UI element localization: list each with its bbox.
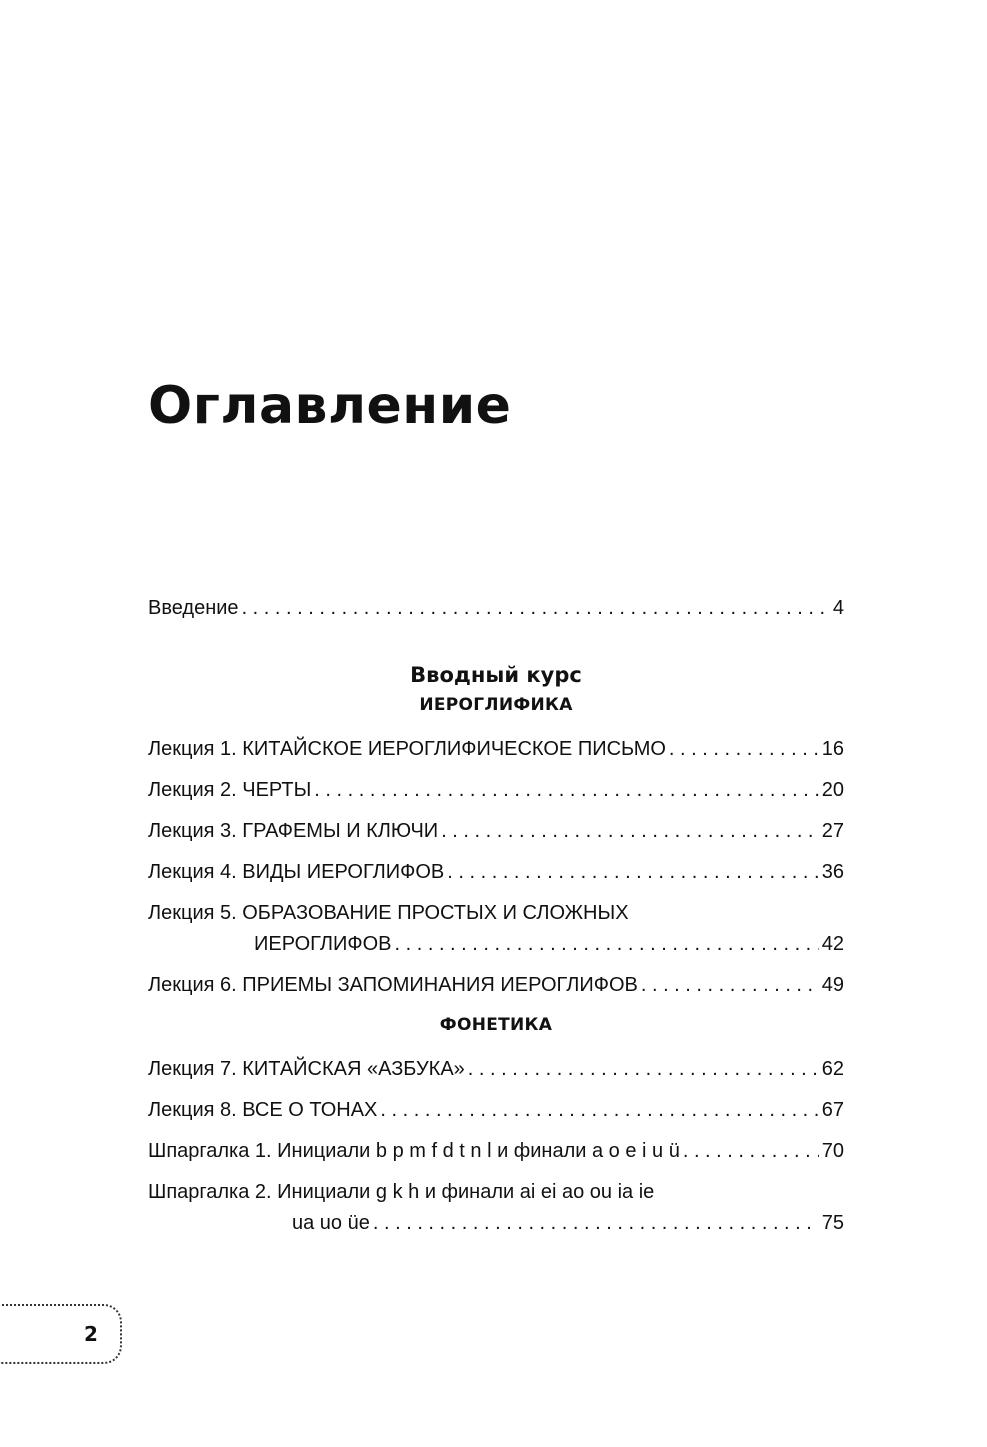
course-title: Вводный курс <box>410 663 582 687</box>
dot-leader <box>468 1057 819 1081</box>
toc-entry-title: Лекция 6. ПРИЕМЫ ЗАПОМИНАНИЯ ИЕРОГЛИФОВ <box>148 974 638 996</box>
toc-entry-title-continuation: ИЕРОГЛИФОВ <box>254 933 392 955</box>
toc-entry-page: 75 <box>821 1212 844 1234</box>
page-number-tab <box>0 1304 122 1364</box>
toc-entry-page: 49 <box>821 974 844 996</box>
toc-entry-page: 67 <box>821 1099 844 1121</box>
toc-entry-title: Лекция 5. ОБРАЗОВАНИЕ ПРОСТЫХ И СЛОЖНЫХ <box>148 902 629 924</box>
dot-leader <box>683 1139 819 1163</box>
toc-entry-page: 20 <box>821 779 844 801</box>
table-of-contents <box>148 596 844 1252</box>
toc-entry-title: Шпаргалка 1. Инициали b p m f d t n l и финали a o e i u ü <box>148 1140 680 1162</box>
section-title-hieroglyphics: ИЕРОГЛИФИКА <box>419 695 573 715</box>
toc-entry-title: Введение <box>148 597 239 619</box>
toc-entry-continuation[interactable] <box>148 932 844 956</box>
toc-entry-intro[interactable] <box>148 596 844 620</box>
toc-entry[interactable] <box>148 1139 844 1163</box>
toc-entry-title: Шпаргалка 2. Инициали g k h и финали ai ei ao ou ia ie <box>148 1181 655 1203</box>
toc-entry-title-continuation: ua uo üe <box>292 1212 370 1234</box>
page-title: Оглавление <box>148 376 512 436</box>
toc-entry-title: Лекция 4. ВИДЫ ИЕРОГЛИФОВ <box>148 861 445 883</box>
toc-entry-title: Лекция 1. КИТАЙСКОЕ ИЕРОГЛИФИЧЕСКОЕ ПИСЬМО <box>148 738 666 760</box>
toc-entry-continuation[interactable] <box>148 1211 844 1235</box>
toc-entry[interactable] <box>148 1098 844 1122</box>
toc-entry-page: 42 <box>821 933 844 955</box>
toc-entry-page: 70 <box>821 1140 844 1162</box>
toc-entry[interactable] <box>148 819 844 843</box>
dot-leader <box>441 819 819 843</box>
dot-leader <box>669 737 819 761</box>
dot-leader <box>641 973 819 997</box>
toc-entry-title: Лекция 2. ЧЕРТЫ <box>148 779 312 801</box>
toc-entry-page: 27 <box>821 820 844 842</box>
toc-entry[interactable] <box>148 1180 844 1204</box>
toc-entry[interactable] <box>148 737 844 761</box>
section-title-phonetics: ФОНЕТИКА <box>439 1015 553 1035</box>
toc-entry-page: 16 <box>821 738 844 760</box>
toc-entry[interactable] <box>148 778 844 802</box>
toc-entry-title: Лекция 3. ГРАФЕМЫ И КЛЮЧИ <box>148 820 439 842</box>
toc-entry[interactable] <box>148 860 844 884</box>
toc-entry-title: Лекция 8. ВСЕ О ТОНАХ <box>148 1099 378 1121</box>
dot-leader <box>314 778 818 802</box>
toc-entry-title: Лекция 7. КИТАЙСКАЯ «АЗБУКА» <box>148 1058 465 1080</box>
dot-leader <box>447 860 819 884</box>
dot-leader <box>380 1098 818 1122</box>
toc-entry-page: 4 <box>832 597 844 619</box>
dot-leader <box>373 1211 819 1235</box>
dot-leader <box>394 932 818 956</box>
toc-entry-page: 62 <box>821 1058 844 1080</box>
dot-leader <box>242 596 830 620</box>
toc-entry[interactable] <box>148 1057 844 1081</box>
page-number: 2 <box>84 1322 98 1346</box>
toc-entry[interactable] <box>148 973 844 997</box>
toc-entry[interactable] <box>148 901 844 925</box>
toc-entry-page: 36 <box>821 861 844 883</box>
